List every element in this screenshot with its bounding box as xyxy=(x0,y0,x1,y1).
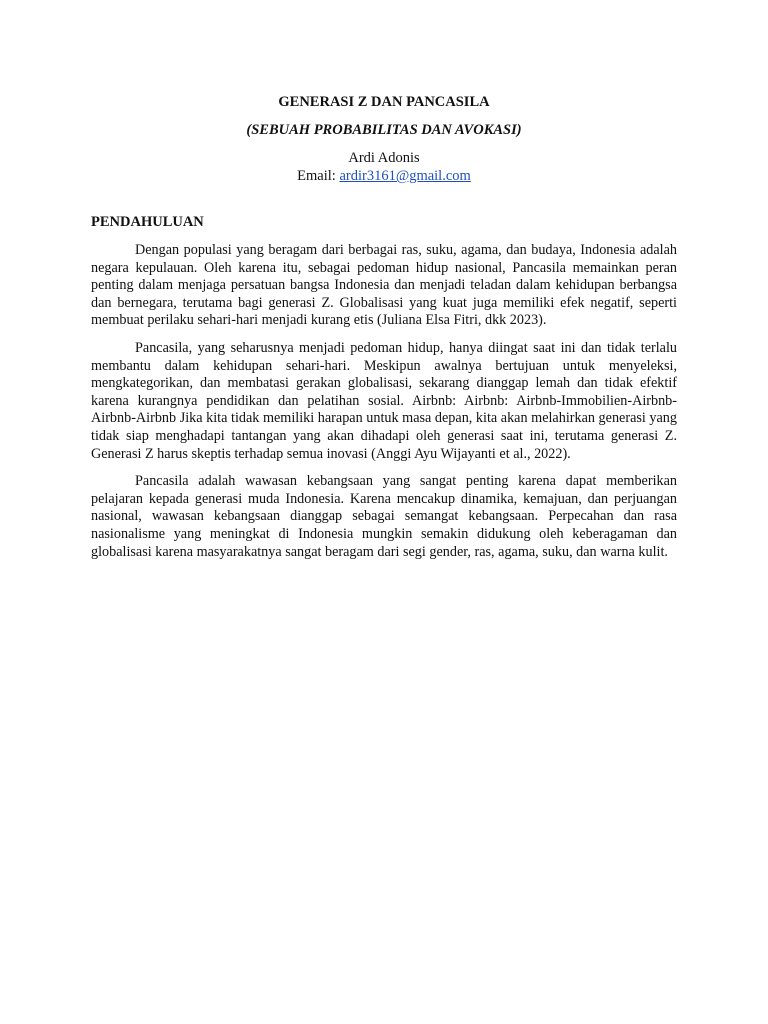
paragraph-3: Pancasila adalah wawasan kebangsaan yang sangat penting karena dapat memberikan pelajaran kepada generasi muda Indonesia. Karena mencakup dinamika, kemajuan, dan perjuangan nasional, wawasan kebangsaan dianggap sebagai semangat kebangsaan. Perpecahan dan rasa nasionalisme yang meningkat di Indonesia mungkin semakin didukung oleh keberagaman dan globalisasi karena masyarakatnya sangat beragam dari segi gender, ras, agama, suku, dan warna kulit. xyxy=(91,473,677,560)
email-link[interactable]: ardir3161@gmail.com xyxy=(339,168,471,184)
document-title: GENERASI Z DAN PANCASILA xyxy=(278,94,490,110)
paragraph-1: Dengan populasi yang beragam dari berbagai ras, suku, agama, dan budaya, Indonesia adalah negara kepulauan. Oleh karena itu, sebagai pedoman hidup nasional, Pancasila memainkan peran penting dalam menjaga persatuan bangsa Indonesia dan menjadi teladan dalam kehidupan berbangsa dan bernegara, terutama bagi generasi Z. Globalisasi yang kuat juga memiliki efek negatif, seperti membuat perilaku sehari-hari menjadi kurang etis (Juliana Elsa Fitri, dkk 2023). xyxy=(91,242,677,329)
email-label: Email: xyxy=(297,168,336,184)
author-name: Ardi Adonis xyxy=(348,150,420,166)
section-heading: PENDAHULUAN xyxy=(91,214,204,230)
paragraph-2: Pancasila, yang seharusnya menjadi pedoman hidup, hanya diingat saat ini dan tidak terlalu membantu dalam kehidupan sehari-hari. Meskipun awalnya bertujuan untuk menyeleksi, mengkategorikan, dan membatasi gerakan globalisasi, sekarang dianggap lemah dan tidak efektif karena kurangnya pendidikan dan pelatihan sosial. Airbnb: Airbnb: Airbnb-Immobilien-Airbnb-Airbnb-Airbnb Jika kita tidak memiliki harapan untuk masa depan, kita akan melahirkan generasi yang tidak siap menghadapi tantangan yang akan dihadapi oleh generasi saat ini, terutama generasi Z. Generasi Z harus skeptis terhadap semua inovasi (Anggi Ayu Wijayanti et al., 2022). xyxy=(91,339,677,462)
document-subtitle: (SEBUAH PROBABILITAS DAN AVOKASI) xyxy=(246,122,522,138)
email-line xyxy=(0,168,768,185)
body-text xyxy=(91,242,677,571)
